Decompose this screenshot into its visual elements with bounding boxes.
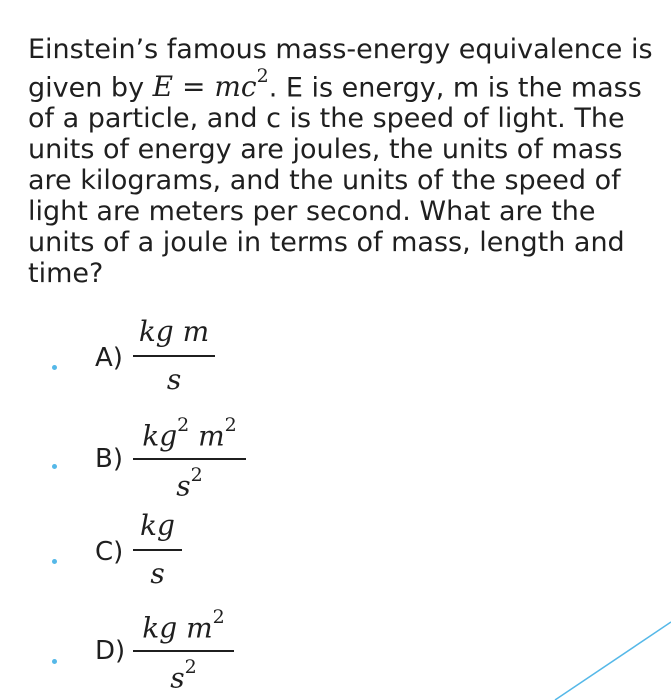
option-c-letter: C) (95, 537, 124, 567)
option-c-numerator: kg (140, 509, 175, 542)
option-a-denominator: s (166, 363, 182, 396)
option-d-denominator: $s^2$ (170, 656, 197, 695)
option-b-denominator: $s^2$ (176, 464, 203, 503)
option-c-denominator: s (150, 557, 165, 590)
option-d-numerator: kg $m^2$ (142, 606, 225, 645)
formula-lhs: E (152, 70, 174, 104)
option-a-numerator: kg m (138, 315, 210, 348)
option-b-letter: B) (95, 444, 123, 474)
option-d-letter: D) (95, 636, 126, 666)
option-b-numerator: $kg^2$ $m^2$ (142, 414, 237, 453)
option-a-letter: A) (95, 343, 123, 373)
question-part-1: Einstein’s famous mass-energy equivalence is given by (28, 34, 653, 104)
question-part-2: . E is energy, m is the mass of a particle, and c is the speed of light. The units of energy are joules, the units of mass are kilograms, and the units of the speed of light are meters per second. What are the units of a joule in terms of mass, length and time? (28, 72, 642, 290)
formula-rhs: mc (214, 70, 257, 104)
formula-equals: = (173, 70, 215, 104)
formula-exponent: 2 (256, 65, 269, 87)
